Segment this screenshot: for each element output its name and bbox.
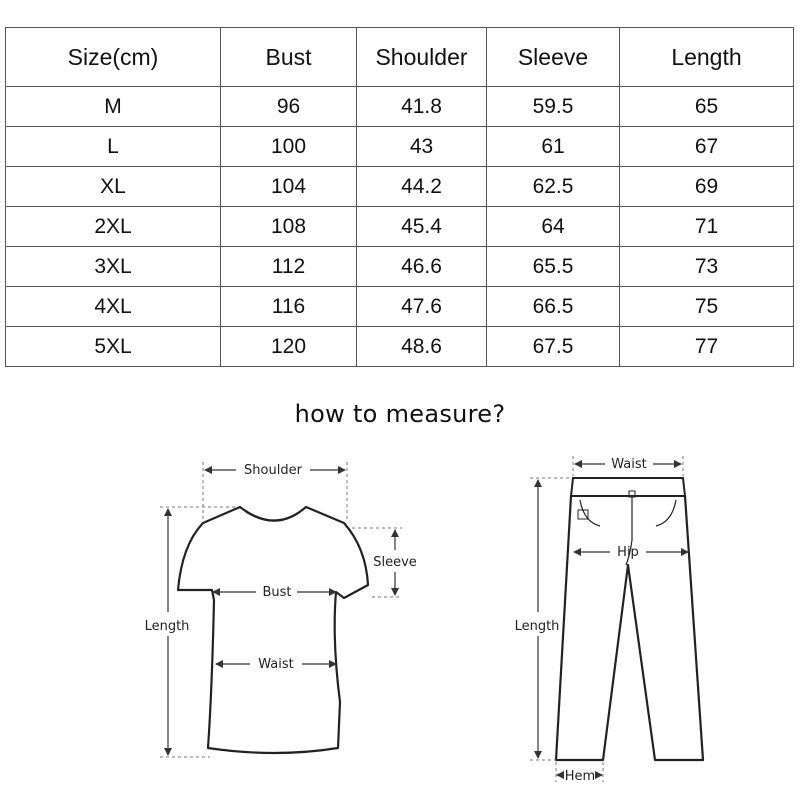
cell-sleeve: 67.5 bbox=[487, 327, 620, 367]
cell-bust: 108 bbox=[221, 207, 357, 247]
cell-bust: 120 bbox=[221, 327, 357, 367]
hip-label: Hip bbox=[617, 545, 639, 560]
tshirt-diagram bbox=[130, 455, 430, 775]
cell-length: 75 bbox=[620, 287, 794, 327]
header-size: Size(cm) bbox=[6, 28, 221, 87]
cell-sleeve: 65.5 bbox=[487, 247, 620, 287]
cell-length: 71 bbox=[620, 207, 794, 247]
cell-sleeve: 61 bbox=[487, 127, 620, 167]
cell-sleeve: 66.5 bbox=[487, 287, 620, 327]
cell-shoulder: 44.2 bbox=[357, 167, 487, 207]
header-sleeve: Sleeve bbox=[487, 28, 620, 87]
cell-length: 73 bbox=[620, 247, 794, 287]
cell-sleeve: 62.5 bbox=[487, 167, 620, 207]
cell-bust: 96 bbox=[221, 87, 357, 127]
cell-sleeve: 59.5 bbox=[487, 87, 620, 127]
cell-length: 69 bbox=[620, 167, 794, 207]
size-table bbox=[5, 27, 794, 367]
table-row bbox=[6, 127, 794, 167]
cell-shoulder: 41.8 bbox=[357, 87, 487, 127]
cell-shoulder: 43 bbox=[357, 127, 487, 167]
pants-waistband bbox=[571, 478, 685, 496]
pants-right-pocket bbox=[656, 500, 676, 526]
header-shoulder: Shoulder bbox=[357, 28, 487, 87]
table-header-row bbox=[6, 28, 794, 87]
shoulder-label: Shoulder bbox=[244, 463, 302, 478]
table-row bbox=[6, 287, 794, 327]
waist-label: Waist bbox=[258, 657, 294, 672]
pants-length-label: Length bbox=[514, 619, 560, 634]
cell-size: L bbox=[6, 127, 221, 167]
cell-bust: 112 bbox=[221, 247, 357, 287]
cell-size: 4XL bbox=[6, 287, 221, 327]
bust-label: Bust bbox=[262, 585, 292, 600]
cell-size: 2XL bbox=[6, 207, 221, 247]
measure-title: how to measure? bbox=[294, 400, 506, 428]
cell-length: 77 bbox=[620, 327, 794, 367]
header-length: Length bbox=[620, 28, 794, 87]
table-row bbox=[6, 167, 794, 207]
header-bust: Bust bbox=[221, 28, 357, 87]
cell-bust: 104 bbox=[221, 167, 357, 207]
cell-size: 3XL bbox=[6, 247, 221, 287]
tshirt-outline bbox=[178, 507, 368, 753]
cell-shoulder: 48.6 bbox=[357, 327, 487, 367]
cell-length: 67 bbox=[620, 127, 794, 167]
cell-size: 5XL bbox=[6, 327, 221, 367]
sleeve-label: Sleeve bbox=[373, 555, 417, 570]
cell-shoulder: 45.4 bbox=[357, 207, 487, 247]
cell-sleeve: 64 bbox=[487, 207, 620, 247]
table-row bbox=[6, 87, 794, 127]
cell-size: XL bbox=[6, 167, 221, 207]
cell-size: M bbox=[6, 87, 221, 127]
table-row bbox=[6, 207, 794, 247]
pants-waist-label: Waist bbox=[611, 457, 647, 472]
table-row bbox=[6, 327, 794, 367]
pants-left-pocket bbox=[580, 500, 600, 526]
table-row bbox=[6, 247, 794, 287]
cell-bust: 116 bbox=[221, 287, 357, 327]
cell-bust: 100 bbox=[221, 127, 357, 167]
pants-outline bbox=[556, 496, 703, 760]
length-label: Length bbox=[144, 619, 190, 634]
hem-label: Hem bbox=[564, 769, 596, 784]
cell-shoulder: 47.6 bbox=[357, 287, 487, 327]
cell-shoulder: 46.6 bbox=[357, 247, 487, 287]
pants-diagram bbox=[505, 450, 705, 790]
cell-length: 65 bbox=[620, 87, 794, 127]
